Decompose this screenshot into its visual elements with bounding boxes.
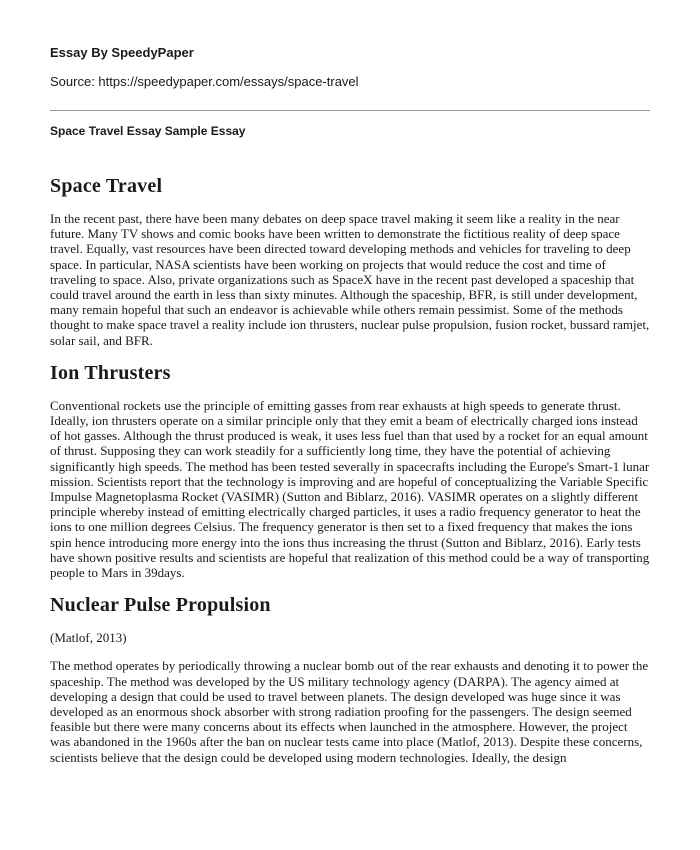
section-heading: Ion Thrusters: [50, 361, 171, 384]
body-paragraph: Conventional rockets use the principle of emitting gasses from rear exhausts at high speeds to generate thrust. Ideally, ion thrusters operate on a similar principle only that they emit a beam of electrically charged ions instead of hot gasses. Although the thrust produced is weak, it uses less fuel than that used by a rocket for an equal amount of thrust. Supposing they can work steadily for a sufficiently long time, they have the potential of achieving significantly high speeds. The method has been tested severally in spacecrafts including the Europe's Smart-1 lunar mission. Scientists report that the technology is improving and are hopeful of conceptualizing the Variable Specific Impulse Magnetoplasma Rocket (VASIMR) (Sutton and Biblarz, 2016). VASIMR operates on a slightly different principle whereby instead of emitting electrically charged particles, it uses a radio frequency generator to heat the ions to one million degrees Celsius. The frequency generator is then set to a fixed frequency that makes the ions spin hence introducing more energy into the ions thus increasing the thrust (Sutton and Biblarz, 2016). Early tests have shown positive results and scientists are hopeful that realization of this method could be a way of transporting people to Mars in 39days.: [50, 397, 650, 581]
brand-title: Essay By SpeedyPaper: [50, 45, 194, 60]
body-paragraph: The method operates by periodically throwing a nuclear bomb out of the rear exhausts and denoting it to power the spaceship. The method was developed by the US military technology agency (DARPA). The agency aimed at developing a design that could be used to travel between planets. The design developed was huge since it was developed as an enormous shock absorber with strong radiation proofing for the passengers. The design seemed feasible but there were many concerns about its effects when launched in the atmosphere. However, the project was abandoned in the 1960s after the ban on nuclear tests came into place (Matlof, 2013). Despite these concerns, scientists believe that the design could be developed using modern technologies. Ideally, the design: [50, 658, 649, 765]
section-ion-thrusters: [50, 348, 650, 580]
section-nuclear-pulse-propulsion: [50, 580, 650, 765]
body-paragraph: In the recent past, there have been many debates on deep space travel making it seem like a reality in the near future. Many TV shows and comic books have been written to demonstrate the fictitious reality of deep space travel. Equally, vast resources have been directed toward developing methods and vehicles for traveling to deep space. In particular, NASA scientists have been working on projects that would reduce the cost and time of traveling to space. Also, private organizations such as SpaceX have in the recent past developed a spaceship that could travel around the earth in less than sixty minutes. Although the spaceship, BFR, is still under development, many remain hopeful that such an endeavor is achievable while others remain pessimist. Some of the methods thought to make space travel a reality include ion thrusters, nuclear pulse propulsion, fusion rocket, bussard ramjet, solar sail, and BFR.: [50, 211, 650, 348]
section-heading: Nuclear Pulse Propulsion: [50, 594, 271, 617]
essay-sample-title: Space Travel Essay Sample Essay: [50, 124, 246, 138]
section-space-travel: [50, 139, 650, 348]
source-line: Source: https://speedypaper.com/essays/space-travel: [50, 74, 359, 89]
section-heading: Space Travel: [50, 175, 163, 197]
citation-line: (Matlof, 2013): [50, 630, 127, 646]
